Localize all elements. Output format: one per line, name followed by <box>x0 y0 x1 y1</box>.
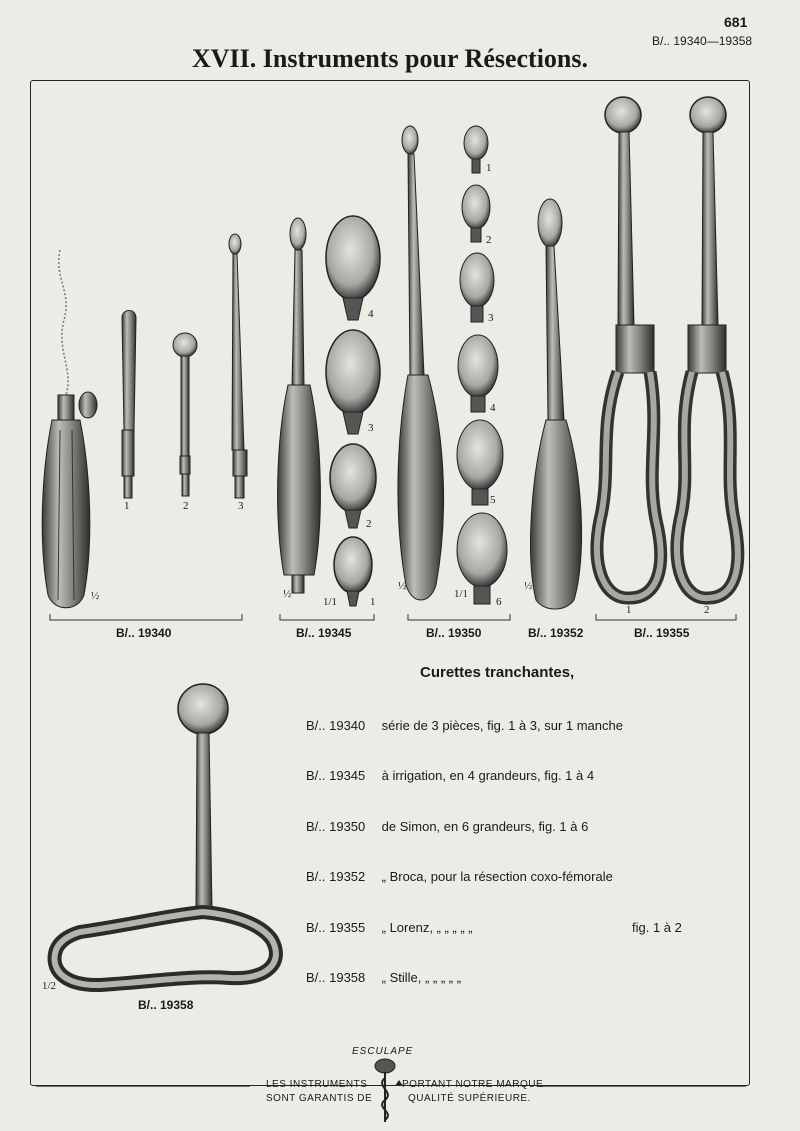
fig-19350-4: 4 <box>490 402 496 414</box>
footer-right-line1: PORTANT NOTRE MARQUE <box>402 1079 544 1090</box>
fig-19350-1: 1 <box>486 162 492 174</box>
section-subtitle: Curettes tranchantes, <box>420 664 575 681</box>
footer-right-line2: QUALITÉ SUPÉRIEURE. <box>408 1093 531 1104</box>
item-code: B/.. 19358 <box>306 970 366 985</box>
catalog-range: B/.. 19340—19358 <box>652 34 753 48</box>
item-row <box>306 819 588 834</box>
item-code: B/.. 19350 <box>306 819 366 834</box>
item-code: B/.. 19355 <box>306 920 366 935</box>
group-label-19345: B/.. 19345 <box>296 626 352 640</box>
footer-right <box>402 1078 543 1106</box>
fig-19355-2: 2 <box>704 604 710 616</box>
curette-19355-fig1 <box>597 97 661 598</box>
group-brackets <box>50 614 736 620</box>
group-label-19352: B/.. 19352 <box>528 626 584 640</box>
scale-19345: ½ <box>283 588 292 600</box>
fig-19340-3: 3 <box>238 500 244 512</box>
curette-19350-heads <box>457 126 507 604</box>
item-description: à irrigation, en 4 grandeurs, fig. 1 à 4 <box>381 768 595 783</box>
item-description: série de 3 pièces, fig. 1 à 3, sur 1 manche <box>381 718 623 733</box>
page-title: XVII. Instruments pour Résections. <box>191 44 589 73</box>
item-row <box>306 869 613 884</box>
curette-19340-fig1 <box>122 311 136 499</box>
footer-left-line2: SONT GARANTIS DE <box>266 1093 373 1104</box>
size-note-19350: 1/1 <box>454 588 469 600</box>
fig-19345-1: 1 <box>370 596 376 608</box>
footer-left-line1: LES INSTRUMENTS <box>266 1079 368 1090</box>
fig-19340-1: 1 <box>124 500 130 512</box>
fig-19350-6: 6 <box>496 596 502 608</box>
group-label-19355: B/.. 19355 <box>634 626 690 640</box>
scale-19340: ½ <box>91 590 100 602</box>
curette-19358 <box>55 684 276 985</box>
item-description: „ Stille, „ „ „ „ „ <box>381 970 462 985</box>
curette-19355-fig2 <box>677 97 738 598</box>
item-description: de Simon, en 6 grandeurs, fig. 1 à 6 <box>381 819 589 834</box>
scale-19350: ½ <box>398 580 407 592</box>
scale-19352: ½ <box>524 580 533 592</box>
page-number: 681 <box>724 14 748 30</box>
item-code: B/.. 19340 <box>306 718 366 733</box>
item-fig-range: fig. 1 à 2 <box>632 920 682 935</box>
fig-19355-1: 1 <box>626 604 632 616</box>
fig-19350-5: 5 <box>490 494 496 506</box>
group-label-19358: B/.. 19358 <box>138 998 194 1012</box>
fig-19345-2: 2 <box>366 518 372 530</box>
footer-left <box>266 1078 372 1106</box>
fig-19345-3: 3 <box>368 422 374 434</box>
curette-19345-heads <box>326 216 380 606</box>
item-description: „ Broca, pour la résection coxo-fémorale <box>381 869 613 884</box>
scale-19358: 1/2 <box>42 980 57 992</box>
item-row <box>306 768 594 783</box>
item-code: B/.. 19345 <box>306 768 366 783</box>
curette-19352 <box>531 199 582 609</box>
curette-19345-handle <box>278 218 321 593</box>
fig-19345-4: 4 <box>368 308 374 320</box>
group-label-19350: B/.. 19350 <box>426 626 482 640</box>
fig-19350-3: 3 <box>488 312 494 324</box>
item-code: B/.. 19352 <box>306 869 366 884</box>
item-row <box>306 920 706 935</box>
fig-19350-2: 2 <box>486 234 492 246</box>
curette-19340-fig3 <box>229 234 247 498</box>
item-description: „ Lorenz, „ „ „ „ „ <box>381 920 473 935</box>
item-row <box>306 970 461 985</box>
item-row <box>306 718 623 733</box>
size-note-19345: 1/1 <box>323 596 338 608</box>
fig-19340-2: 2 <box>183 500 189 512</box>
curette-19350-handle <box>398 126 444 600</box>
curette-19340-handle <box>42 250 100 608</box>
group-label-19340: B/.. 19340 <box>116 626 172 640</box>
esculape-logo <box>375 1059 403 1122</box>
curette-19340-fig2 <box>173 333 197 496</box>
brand-logo-text: ESCULAPE <box>352 1046 414 1057</box>
